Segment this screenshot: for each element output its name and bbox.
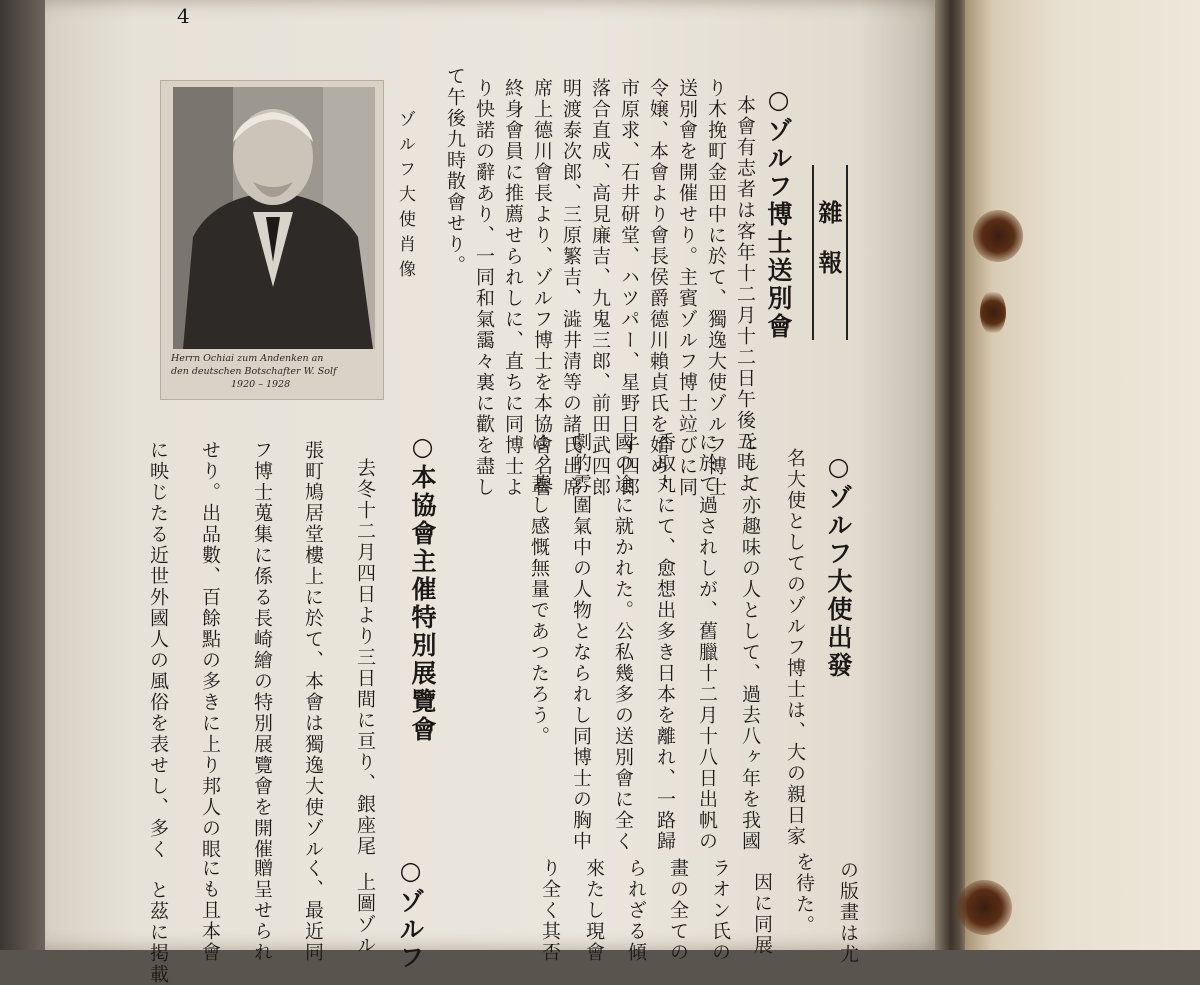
article1-line: 市原求、石井研堂、ハツパー、星野日子四郎 [618,78,640,498]
article1-line: 本會有志者は客年十二月十二日午後五時よ [734,95,756,494]
section-rule-right [846,165,848,340]
fragment-line: の版畫は尤 [837,860,859,965]
article2-line: 國の途に就かれた。公私幾多の送別會に全く [612,432,634,852]
article1-line: 令嬢、本會より會長侯爵德川賴貞氏を始め、 [647,78,669,498]
article3-line: 去冬十二月四日より三日間に亘り、銀座尾 [354,458,376,857]
photo-inscription-3: 1920 – 1928 [231,379,291,390]
fragment-line: 上圖ゾル [354,872,376,956]
article2-line: は、蓋し感慨無量であつたろう。 [528,432,550,747]
article2-line: として亦趣味の人として、過去八ヶ年を我國 [739,432,761,852]
fragment-line: 畫の全ての [667,858,689,963]
fragment-line: 來たし現會 [583,858,605,963]
fragment-line: を待た。 [793,852,815,936]
article3-line: 張町鳩居堂樓上に於て、本會は獨逸大使ゾル [302,440,324,860]
right-page [965,0,1200,950]
fragment-line: と茲に掲載 [147,880,169,985]
fragment-line: 因に同展 [751,872,773,956]
fragment-heading: ○ゾルフ [396,856,425,972]
article1-line: り木挽町金田中に於て、獨逸大使ゾルフ博士 [705,78,727,498]
rust-stain [973,210,1023,262]
portrait-photo [160,80,384,400]
fragment-line: 贈呈せられ [251,858,273,963]
section-tag: 雜報 [814,200,843,300]
article3-line: フ博士蒐集に係る長崎繪の特別展覽會を開催 [251,440,273,860]
fragment-line: られざる傾 [625,858,647,963]
rust-stain [957,880,1012,935]
article1-line: 落合直成、高見廉吉、九鬼三郎、前田武四郎 [589,78,611,498]
rust-stain [980,290,1006,335]
article2-title: ○ゾルフ大使出發 [824,452,853,680]
photo-inscription-1: Herrn Ochiai zum Andenken an [171,353,324,364]
article1-title: ○ゾルフ博士送別會 [764,85,793,341]
article1-line: 送別會を開催せり。主賓ゾルフ博士竝びに同 [676,78,698,498]
article3-title: ○本協會主催特別展覽會 [408,432,437,744]
fragment-line: く、最近同 [302,858,324,963]
page-number: 4 [177,4,190,28]
article1-line: 明渡泰次郎、三原繁吉、澁井清等の諸氏出席 [560,78,582,498]
fragment-line: にも且本會 [199,858,221,963]
article2-line: に於て過されしが、舊臘十二月十八日出帆の [696,432,718,852]
article1-line: て午後九時散會せり。 [444,66,466,276]
fragment-line: り全く其否 [539,858,561,963]
article3-line: に映じたる近世外國人の風俗を表せし、多く [147,440,169,860]
photo-inscription-2: den deutschen Botschafter W. Solf [171,366,337,377]
article3-line: せり。出品數、百餘點の多きに上り邦人の眼 [199,440,221,860]
article2-line: 劇的雰圍氣中の人物となられし同博士の胸中 [570,432,592,852]
fragment-line: ラオン氏の [709,858,731,963]
photo-caption: ゾルフ大使肖像 [395,110,415,285]
article2-line: 香取丸にて、愈想出多き日本を離れ、一路歸 [654,432,676,852]
article1-line: 終身會員に推薦せられしに、直ちに同博士よ [502,78,524,498]
article1-line: り快諾の辭あり、一同和氣靄々裏に歡を盡し [473,78,495,498]
portrait-image [173,87,375,349]
article2-line: 名大使としてのゾルフ博士は、大の親日家 [784,448,806,847]
article1-line: 席上德川會長より、ゾルフ博士を本協會名譽 [531,78,553,498]
